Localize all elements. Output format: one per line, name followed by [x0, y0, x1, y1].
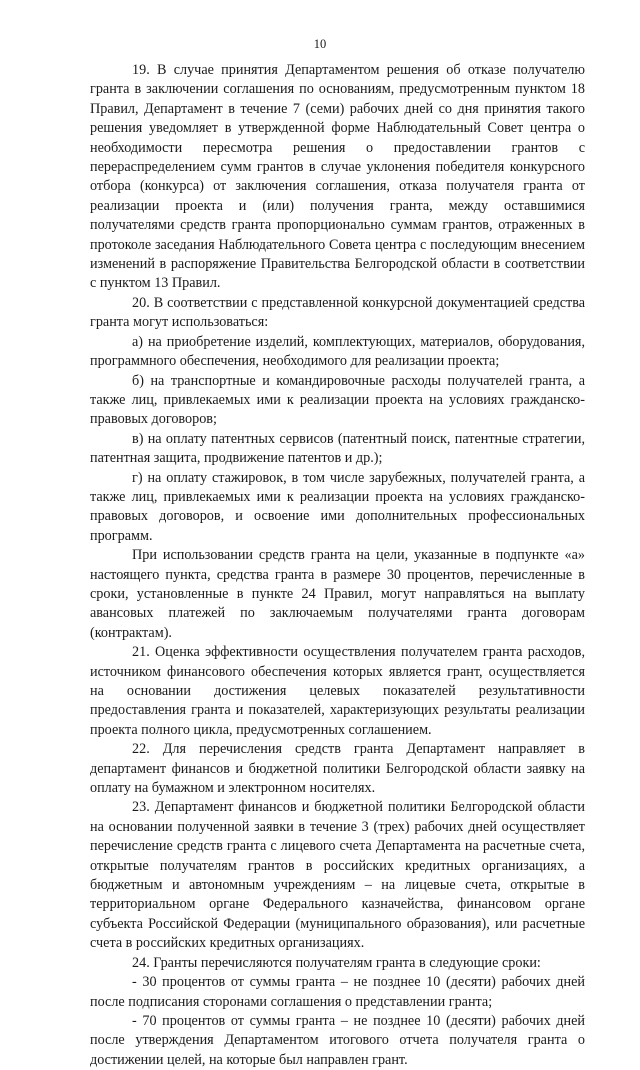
paragraph-20-note: При использовании средств гранта на цели, указанные в подпункте «а» настоящего пункта, средства гранта в размере 30 процентов, перечисленные в сроки, установленные в пункте 24 Правил, могут направляться на выплату авансовых платежей по заключаемым получателями гранта договорам (контрактам). — [90, 547, 585, 641]
paragraph-20-a: а) на приобретение изделий, комплектующих, материалов, оборудования, программного обеспечения, необходимого для реализации проекта; — [90, 333, 585, 370]
paragraph-21: 21. Оценка эффективности осуществления получателем гранта расходов, источником финансового обеспечения которых является грант, осуществляется на основании достижения целевых показателей результативности предоставления гранта и показателей, характеризующих результаты реализации проекта полного цикла, предусмотренных соглашением. — [90, 644, 585, 738]
paragraph-20-b: б) на транспортные и командировочные расходы получателей гранта, а также лиц, привлекаемых ими к реализации проекта на условиях гражданско-правовых договоров; — [90, 372, 585, 428]
paragraph-24-item-1: - 30 процентов от суммы гранта – не позднее 10 (десяти) рабочих дней после подписания сторонами соглашения о представлении гранта; — [90, 974, 585, 1010]
paragraph-24-item-2: - 70 процентов от суммы гранта – не позднее 10 (десяти) рабочих дней после утверждения Департаментом итогового отчета получателя гранта о достижении целей, на которые был направлен грант. — [90, 1012, 585, 1068]
page-number: 10 — [313, 37, 327, 51]
paragraph-19: 19. В случае принятия Департаментом решения об отказе получателю гранта в заключении соглашения по основаниям, предусмотренным пунктом 18 Правил, Департамент в течение 7 (семи) рабочих дней со дня принятия такого решения уведомляет в утвержденной форме Наблюдательный Совет центра о необходимости пересмотра решения о предоставлении грантов с перераспределением сумм грантов в случае уклонения победителя конкурсного отбора (конкурса) от заключения соглашения, отказа получателя гранта от реализации проекта и (или) получения гранта, между оставшимися получателями средств гранта пропорционально суммам грантов, отраженных в протоколе заседания Наблюдательного Совета центра с последующим внесением изменений в распоряжение Правительства Белгородской области в соответствии с пунктом 13 Правил. — [90, 62, 585, 292]
paragraph-24: 24. Гранты перечисляются получателям гранта в следующие сроки: — [132, 954, 541, 971]
paragraph-23: 23. Департамент финансов и бюджетной политики Белгородской области на основании полученной заявки в течение 3 (трех) рабочих дней осуществляет перечисление средств гранта с лицевого счета Департамента на расчетные счета, открытые получателям грантов в российских кредитных организациях, а бюджетным и автономным учреждениям – на лицевые счета, открытые в территориальном органе Федерального казначейства, финансовом органе субъекта Российской Федерации (муниципального образования), или расчетные счета в российских кредитных организациях. — [90, 799, 585, 952]
document-body — [90, 61, 585, 1070]
paragraph-20-v: в) на оплату патентных сервисов (патентный поиск, патентные стратегии, патентная защита, продвижение патентов и др.); — [90, 430, 585, 467]
paragraph-20-g: г) на оплату стажировок, в том числе зарубежных, получателей гранта, а также лиц, привлекаемых ими к реализации проекта на условиях гражданско-правовых договоров, и освоение ими дополнительных профессиональных программ. — [90, 469, 585, 544]
paragraph-20: 20. В соответствии с представленной конкурсной документацией средства гранта могут использоваться: — [90, 294, 585, 331]
paragraph-22: 22. Для перечисления средств гранта Департамент направляет в департамент финансов и бюджетной политики Белгородской области заявку на оплату на бумажном и электронном носителях. — [90, 741, 585, 797]
